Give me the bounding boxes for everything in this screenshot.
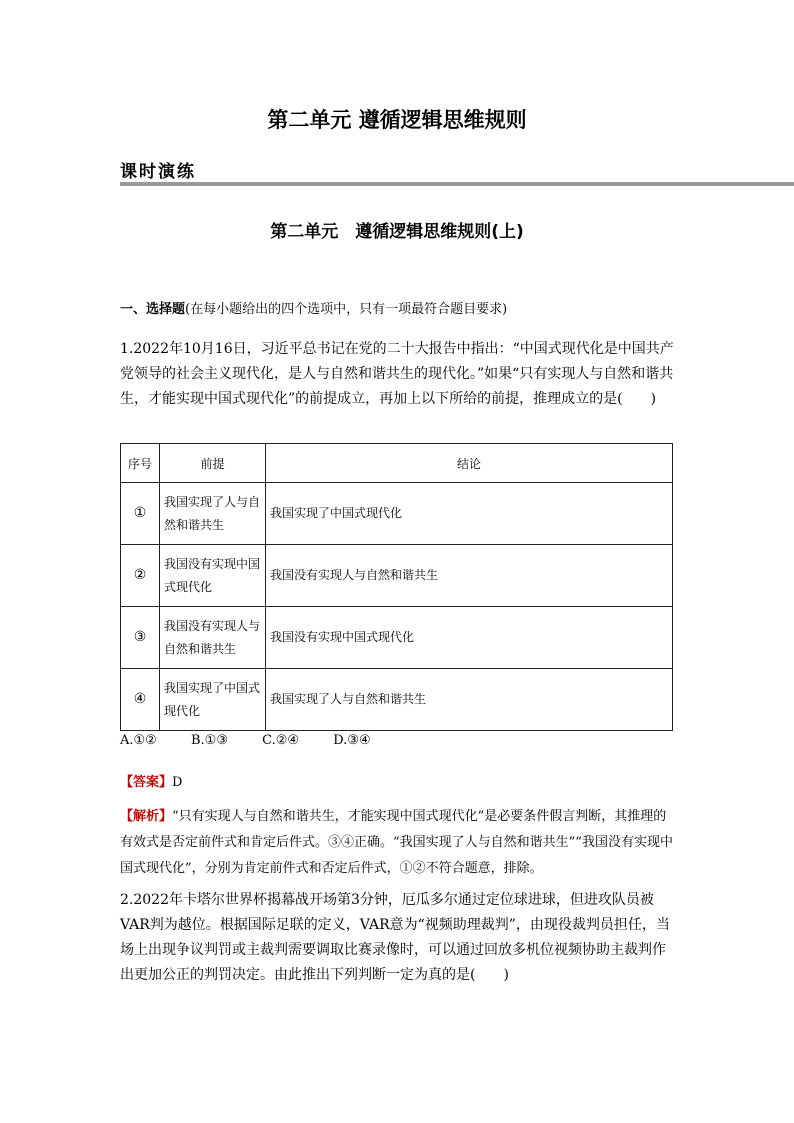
row-conclusion: 我国没有实现人与自然和谐共生 bbox=[266, 545, 673, 607]
analysis-text: “只有实现人与自然和谐共生，才能实现中国式现代化”是必要条件假言判断，其推理的有效式是否定前件式和肯定后件式。③④正确。“我国实现了人与自然和谐共生”“我国没有实现中国式现代化”，分别为肯定前件式和否定后件式，①②不符合题意，排除。 bbox=[120, 809, 673, 876]
section-label: 课时演练 bbox=[120, 162, 196, 182]
row-no: ④ bbox=[121, 669, 160, 731]
row-premise: 我国实现了人与自然和谐共生 bbox=[160, 483, 266, 545]
page-title: 第二单元 遵循逻辑思维规则 bbox=[267, 108, 527, 132]
row-no: ① bbox=[121, 483, 160, 545]
instructions-label: 一、选择题 bbox=[120, 302, 186, 317]
row-no: ③ bbox=[121, 607, 160, 669]
header-no: 序号 bbox=[121, 444, 160, 483]
row-conclusion: 我国实现了人与自然和谐共生 bbox=[266, 669, 673, 731]
question-1-text: 1.2022年10月16日，习近平总书记在党的二十大报告中指出：“中国式现代化是中国共产党领导的社会主义现代化，是人与自然和谐共生的现代化。”如果“只有实现人与自然和谐共生，才能实现中国式现代化”的前提成立，再加上以下所给的前提，推理成立的是( ) bbox=[120, 341, 674, 407]
header-premise: 前提 bbox=[160, 444, 266, 483]
answer-options bbox=[120, 733, 401, 748]
table-row bbox=[121, 669, 673, 731]
answer-line bbox=[120, 771, 182, 790]
table-row bbox=[121, 545, 673, 607]
header-conclusion: 结论 bbox=[266, 444, 673, 483]
instructions-note: (在每小题给出的四个选项中，只有一项最符合题目要求) bbox=[185, 302, 508, 317]
section-divider bbox=[120, 182, 794, 186]
option-c: C.②④ bbox=[262, 733, 300, 748]
row-premise: 我国没有实现人与自然和谐共生 bbox=[160, 607, 266, 669]
row-conclusion: 我国没有实现中国式现代化 bbox=[266, 607, 673, 669]
row-premise: 我国实现了中国式现代化 bbox=[160, 669, 266, 731]
row-conclusion: 我国实现了中国式现代化 bbox=[266, 483, 673, 545]
analysis-paragraph bbox=[120, 804, 676, 882]
table-row bbox=[121, 483, 673, 545]
answer-label: 【答案】 bbox=[120, 775, 173, 790]
unit-subtitle: 第二单元 遵循逻辑思维规则(上) bbox=[270, 222, 524, 242]
option-a: A.①② bbox=[120, 733, 157, 748]
instructions bbox=[120, 298, 507, 317]
option-d: D.③④ bbox=[333, 733, 371, 748]
analysis-label: 【解析】 bbox=[120, 809, 173, 824]
answer-value: D bbox=[172, 775, 183, 790]
row-no: ② bbox=[121, 545, 160, 607]
table-header-row bbox=[121, 444, 673, 483]
row-premise: 我国没有实现中国式现代化 bbox=[160, 545, 266, 607]
table-row bbox=[121, 607, 673, 669]
option-b: B.①③ bbox=[190, 733, 228, 748]
premise-table bbox=[120, 443, 673, 731]
question-2-text: 2.2022年卡塔尔世界杯揭幕战开场第3分钟，厄瓜多尔通过定位球进球，但进攻队员被VAR判为越位。根据国际足联的定义，VAR意为“视频助理裁判”，由现役裁判员担任，当场上出现争议判罚或主裁判需要调取比赛录像时，可以通过回放多机位视频协助主裁判作出更加公正的判罚决定。由此推出下列判断一定为真的是( ) bbox=[120, 892, 670, 983]
